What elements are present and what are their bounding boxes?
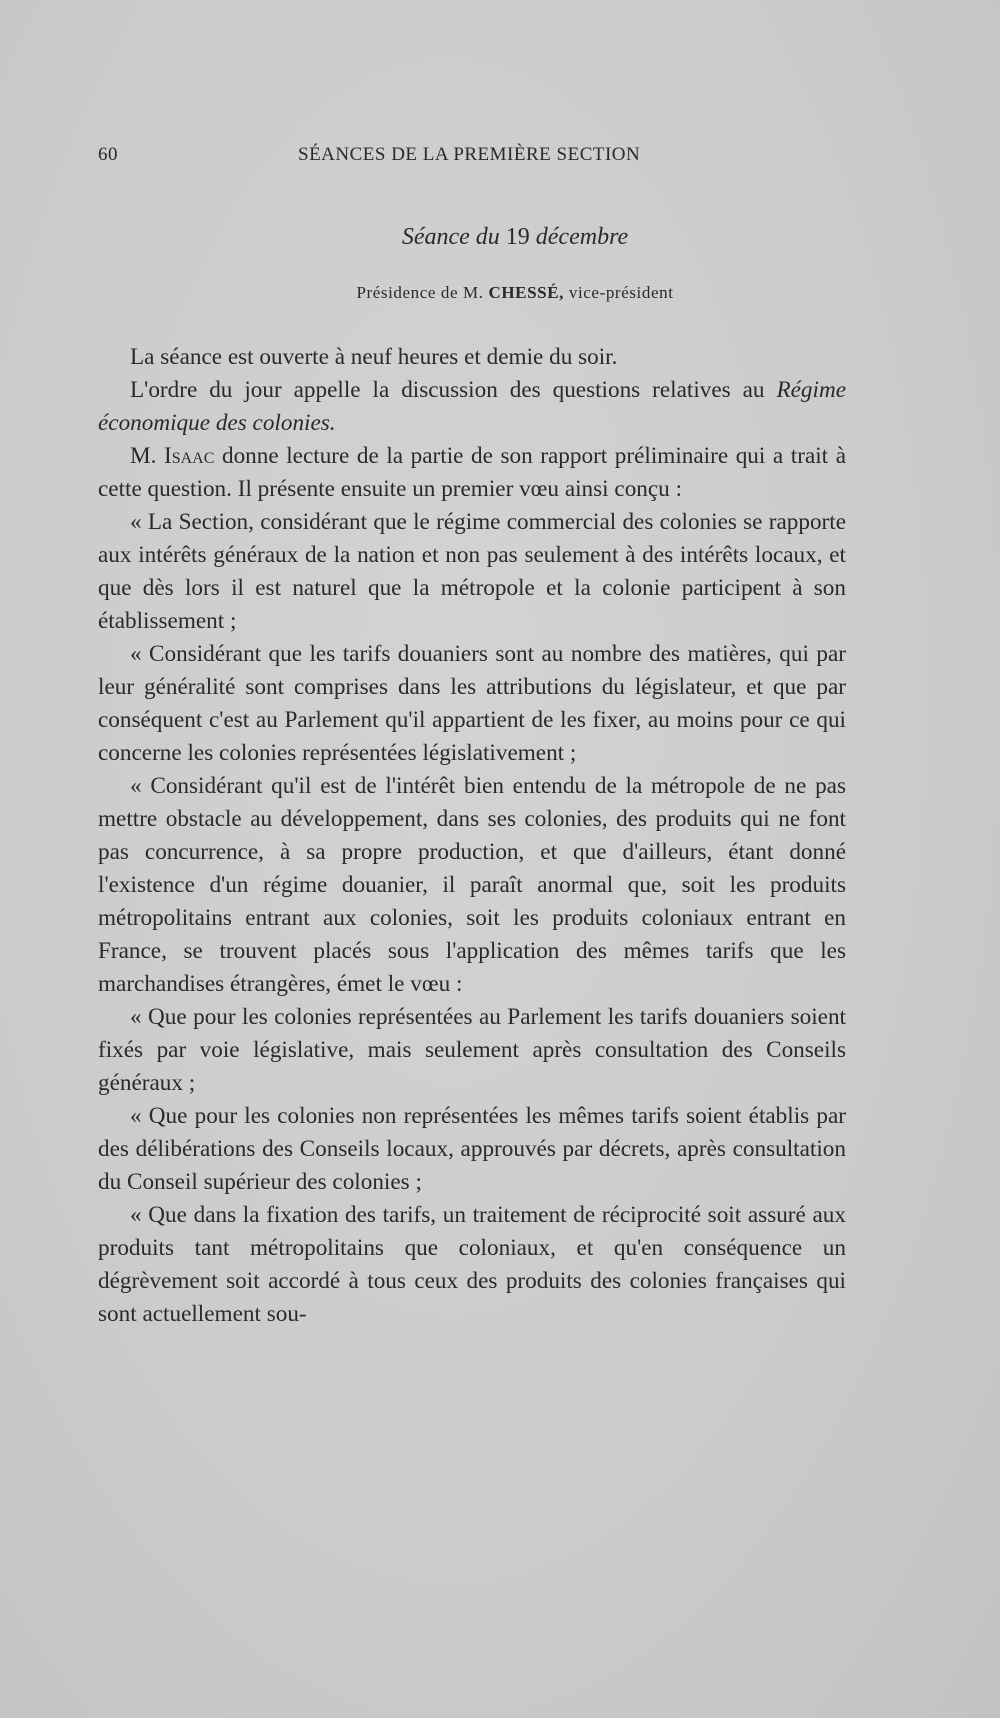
paragraph-voeu-3: « Que dans la fixation des tarifs, un traitement de réciprocité soit assuré aux produits tant métropolitains que coloniaux, et qu'en conséquence un dégrèvement soit accordé à tous ceux des produits des colonies françaises qui sont actuellement sou-: [98, 1202, 846, 1327]
paragraph-considerant-1: « La Section, considérant que le régime commercial des colonies se rapporte aux intérêts généraux de la nation et non pas seulement à des intérêts locaux, et que dès lors il est naturel que la métropole et la colonie participent à son établissement ;: [98, 509, 846, 634]
paragraph-voeu-1: « Que pour les colonies représentées au Parlement les tarifs douaniers soient fixés par voie législative, mais seulement après consultation des Conseils généraux ;: [98, 1004, 846, 1096]
page-number: 60: [98, 144, 118, 165]
paragraph-report: [98, 440, 846, 506]
running-title: SÉANCES DE LA PREMIÈRE SECTION: [298, 144, 641, 165]
agenda-text: L'ordre du jour appelle la discussion des questions relatives au: [130, 377, 777, 403]
paragraph-agenda: [98, 374, 846, 440]
report-text: donne lecture de la partie de son rapport préliminaire qui a trait à cette question. Il présente ensuite un premier vœu ainsi conçu :: [98, 443, 846, 502]
presidency-line: [0, 283, 1000, 303]
session-day: 19: [505, 224, 530, 250]
president-name: CHESSÉ,: [488, 283, 564, 302]
session-title: [0, 224, 1000, 251]
session-title-prefix: Séance du: [401, 224, 500, 250]
paragraph-considerant-2: « Considérant que les tarifs douaniers sont au nombre des matières, qui par leur généralité sont comprises dans les attributions du législateur, et que par conséquent c'est au Parlement qu'il appartient de les fixer, au moins pour ce qui concerne les colonies représentées législativement ;: [98, 641, 846, 766]
paragraph-opening: La séance est ouverte à neuf heures et demie du soir.: [130, 344, 618, 370]
paragraph-considerant-3: « Considérant qu'il est de l'intérêt bien entendu de la métropole de ne pas mettre obstacle au développement, dans ses colonies, des produits qui ne font pas concurrence, à sa propre production, et que d'ailleurs, étant donné l'existence d'un régime douanier, il paraît anormal que, soit les produits métropolitains entrant aux colonies, soit les produits coloniaux entrant en France, se trouvent placés sous l'application des mêmes tarifs que les marchandises étrangères, émet le vœu :: [98, 773, 846, 997]
paragraph-voeu-2: « Que pour les colonies non représentées les mêmes tarifs soient établis par des délibérations des Conseils locaux, approuvés par décrets, après consultation du Conseil supérieur des colonies ;: [98, 1103, 846, 1195]
body-text: [98, 341, 846, 1331]
session-month: décembre: [535, 224, 629, 250]
agenda-topic: Régime économique des colonies.: [98, 377, 846, 436]
speaker-title: M.: [130, 443, 157, 469]
president-role: vice-président: [568, 283, 674, 302]
speaker-name: Isaac: [164, 443, 215, 469]
presidency-prefix: Présidence de M.: [356, 283, 484, 302]
